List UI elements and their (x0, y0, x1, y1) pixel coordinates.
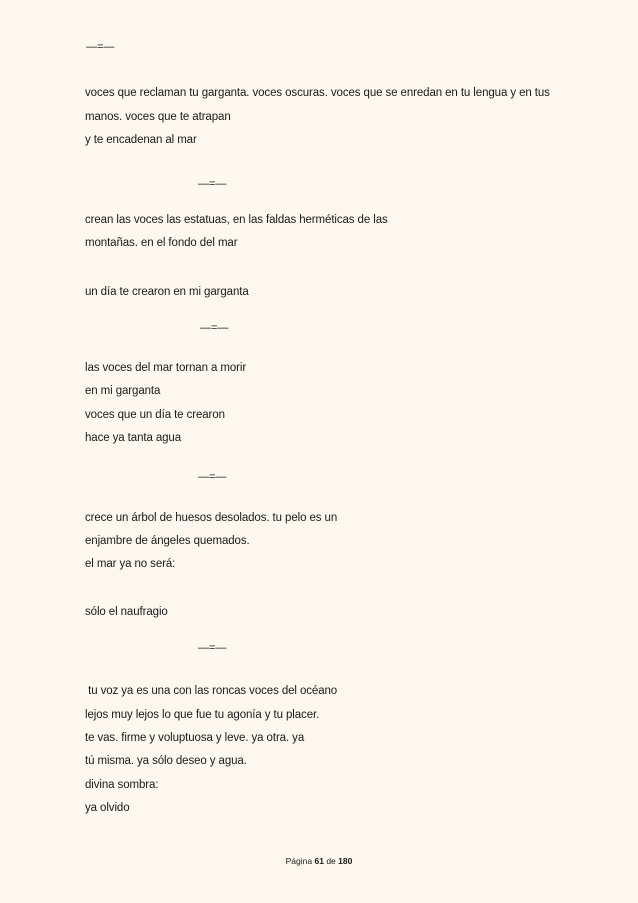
text-line: y te encadenan al mar (85, 134, 197, 146)
section-separator: —=— (198, 471, 227, 483)
footer-page-number: 61 (314, 856, 324, 866)
text-line: crean las voces las estatuas, en las faldas herméticas de las (85, 214, 388, 226)
footer-prefix: Página (285, 856, 313, 866)
text-line: enjambre de ángeles quemados. (85, 535, 250, 547)
text-line: tú misma. ya sólo deseo y agua. (85, 755, 247, 767)
text-line: ya olvido (85, 802, 130, 814)
text-line: un día te crearon en mi garganta (85, 286, 249, 298)
footer-middle: de (326, 856, 336, 866)
text-line: divina sombra: (85, 779, 159, 791)
text-line: hace ya tanta agua (85, 432, 182, 444)
section-separator: —=— (198, 178, 227, 190)
text-line: las voces del mar tornan a morir (85, 362, 247, 374)
text-line: lejos muy lejos lo que fue tu agonía y tu placer. (85, 709, 320, 721)
footer-page-total: 180 (338, 856, 353, 866)
section-separator: —=— (198, 642, 227, 654)
text-line: sólo el naufragio (85, 606, 168, 618)
text-line: voces que un día te crearon (85, 409, 225, 421)
text-line: manos. voces que te atrapan (85, 111, 231, 123)
text-line: en mi garganta (85, 385, 161, 397)
section-separator: —=— (86, 41, 115, 53)
page-footer (0, 855, 638, 867)
text-line: el mar ya no será: (85, 558, 176, 570)
text-line: crece un árbol de huesos desolados. tu pelo es un (85, 512, 338, 524)
section-separator: —=— (200, 322, 229, 334)
text-line: montañas. en el fondo del mar (85, 237, 238, 249)
text-line: voces que reclaman tu garganta. voces oscuras. voces que se enredan en tu lengua y en tus (85, 87, 550, 99)
text-line: te vas. firme y voluptuosa y leve. ya otra. ya (85, 732, 305, 744)
text-line: tu voz ya es una con las roncas voces del océano (85, 685, 338, 697)
